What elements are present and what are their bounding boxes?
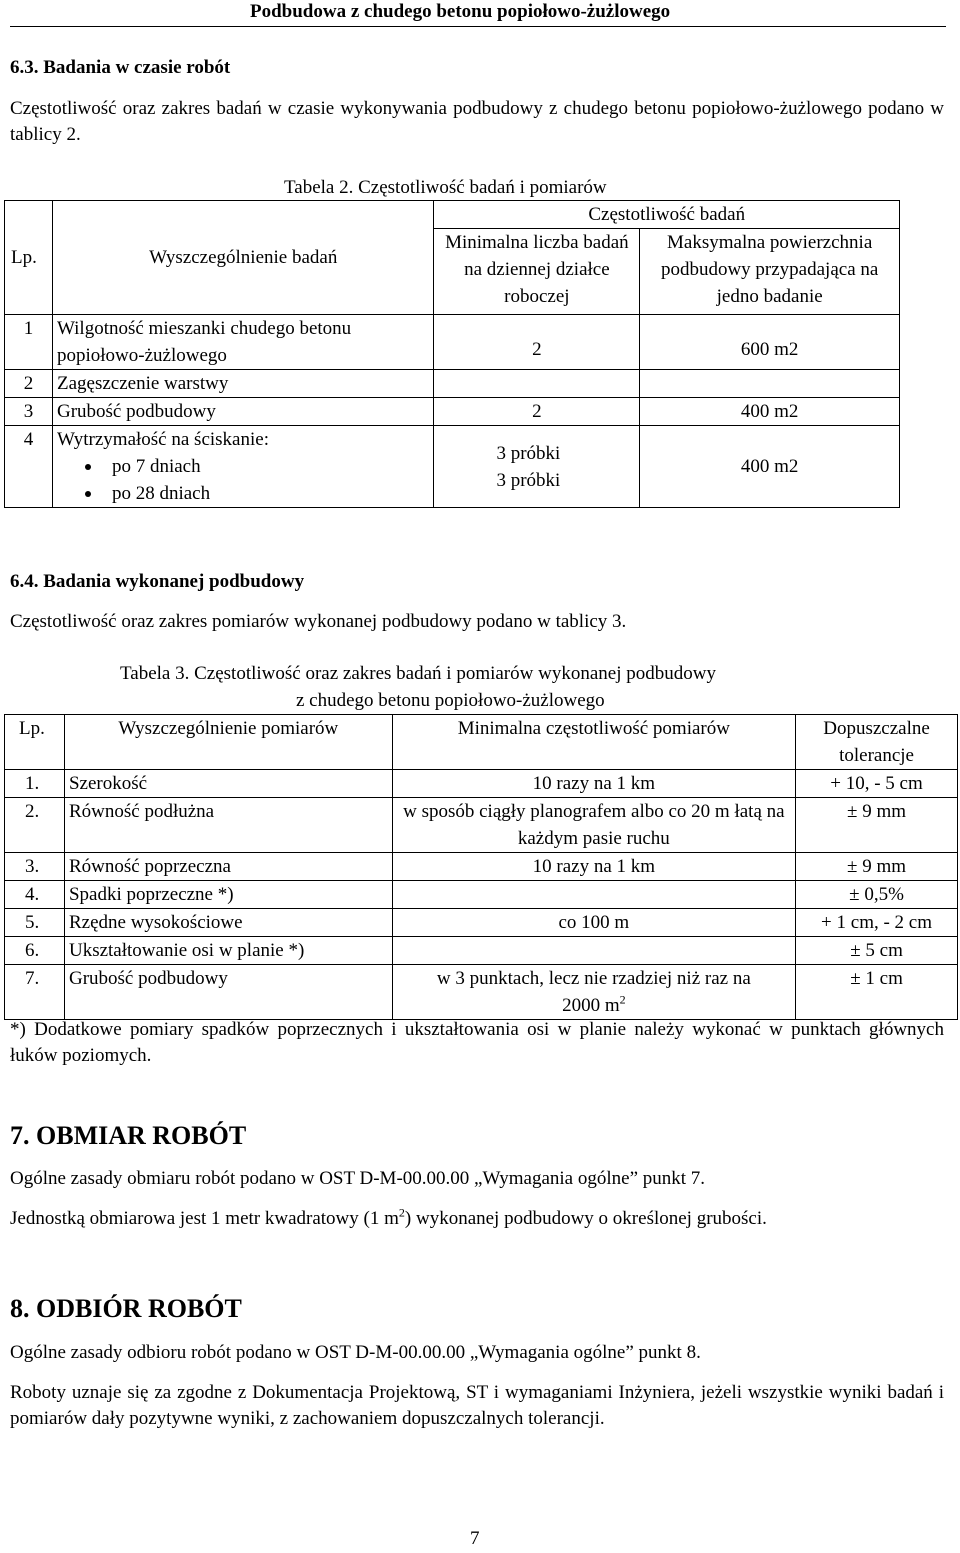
section-6-3-heading: 6.3. Badania w czasie robót bbox=[10, 57, 231, 78]
t3-r7-freq-value: 2000 m bbox=[562, 995, 620, 1016]
table-row bbox=[5, 881, 958, 909]
t3-r4-tol: ± 0,5% bbox=[796, 881, 958, 909]
t3-r2-tol: ± 9 mm bbox=[796, 798, 958, 853]
t3-r4-freq bbox=[392, 881, 795, 909]
t3-r3-freq: 10 razy na 1 km bbox=[392, 853, 795, 881]
t3-r1-lp: 1. bbox=[5, 770, 65, 798]
t3-r4-name: Spadki poprzeczne *) bbox=[64, 881, 392, 909]
table3 bbox=[4, 714, 958, 1020]
t2-r4-name: Wytrzymałość na ściskanie: bbox=[56, 429, 269, 450]
section-8-p1: Ogólne zasady odbioru robót podano w OST D-M-00.00.00 „Wymagania ogólne” punkt 8. bbox=[10, 1342, 701, 1363]
t2-r3-min: 2 bbox=[434, 398, 640, 426]
t3-r7-freq-sup: 2 bbox=[619, 992, 626, 1007]
t2-r1-lp: 1 bbox=[5, 315, 53, 370]
table-row bbox=[5, 770, 958, 798]
section-7-p2-b: ) wykonanej podbudowy o określonej grubości. bbox=[404, 1208, 767, 1229]
t2-r4-min1: 3 próbki bbox=[496, 442, 561, 464]
section-7-p2-sup: 2 bbox=[398, 1205, 405, 1220]
t2-head-lp: Lp. bbox=[5, 201, 53, 315]
table-row bbox=[5, 937, 958, 965]
t3-r6-freq bbox=[392, 937, 795, 965]
section-7-heading: 7. OBMIAR ROBÓT bbox=[10, 1121, 247, 1150]
section-8-p2: Roboty uznaje się za zgodne z Dokumentacja Projektową, ST i wymaganiami Inżyniera, jeżeli wszystkie wyniki badań i pomiarów dały pozytywne wyniki, z zachowaniem dopuszczalnych tolerancji. bbox=[10, 1382, 944, 1429]
section-6-4-heading: 6.4. Badania wykonanej podbudowy bbox=[10, 571, 305, 592]
t3-r5-freq: co 100 m bbox=[392, 909, 795, 937]
t3-r4-lp: 4. bbox=[5, 881, 65, 909]
table3-caption-line1: Tabela 3. Częstotliwość oraz zakres badań i pomiarów wykonanej podbudowy bbox=[120, 663, 716, 684]
t3-r5-tol: + 1 cm, - 2 cm bbox=[796, 909, 958, 937]
t3-r3-lp: 3. bbox=[5, 853, 65, 881]
t3-r7-lp: 7. bbox=[5, 965, 65, 1020]
t2-r1-name: Wilgotność mieszanki chudego betonu popiołowo-żużlowego bbox=[52, 315, 434, 370]
t2-r2-name: Zagęszczenie warstwy bbox=[52, 370, 434, 398]
table-row bbox=[5, 315, 900, 370]
t3-head-tol: Dopuszczalne tolerancje bbox=[796, 715, 958, 770]
table-row bbox=[5, 853, 958, 881]
section-7-p2 bbox=[10, 1207, 767, 1231]
table-row bbox=[5, 398, 900, 426]
t3-r2-name: Równość podłużna bbox=[64, 798, 392, 853]
t2-head-area: Maksymalna powierzchnia podbudowy przypadająca na jedno badanie bbox=[640, 229, 900, 315]
table-row bbox=[5, 909, 958, 937]
t3-r1-name: Szerokość bbox=[64, 770, 392, 798]
t2-head-spec: Wyszczególnienie badań bbox=[52, 201, 434, 315]
t3-r1-tol: + 10, - 5 cm bbox=[796, 770, 958, 798]
t2-r3-name: Grubość podbudowy bbox=[52, 398, 434, 426]
t3-head-freq: Minimalna częstotliwość pomiarów bbox=[392, 715, 795, 770]
t3-r1-freq: 10 razy na 1 km bbox=[392, 770, 795, 798]
table-row bbox=[5, 965, 958, 1020]
t2-r2-area bbox=[640, 370, 900, 398]
t3-r6-tol: ± 5 cm bbox=[796, 937, 958, 965]
t2-r4-bullets bbox=[57, 453, 430, 507]
running-header: Podbudowa z chudego betonu popiołowo-żużlowego bbox=[250, 1, 671, 22]
t3-r5-lp: 5. bbox=[5, 909, 65, 937]
t2-r4-lp: 4 bbox=[5, 426, 53, 508]
t3-r3-name: Równość poprzeczna bbox=[64, 853, 392, 881]
section-7-p2-a: Jednostką obmiarowa jest 1 metr kwadratowy (1 m bbox=[10, 1208, 399, 1229]
section-7-p1: Ogólne zasady obmiaru robót podano w OST D-M-00.00.00 „Wymagania ogólne” punkt 7. bbox=[10, 1168, 706, 1189]
t2-r3-lp: 3 bbox=[5, 398, 53, 426]
t2-head-group: Częstotliwość badań bbox=[434, 201, 900, 229]
table2-caption: Tabela 2. Częstotliwość badań i pomiarów bbox=[284, 177, 607, 198]
table3-caption-line2: z chudego betonu popiołowo-żużlowego bbox=[296, 690, 605, 711]
t2-r2-min bbox=[434, 370, 640, 398]
t3-r7-name: Grubość podbudowy bbox=[64, 965, 392, 1020]
t2-r4-cell bbox=[52, 426, 434, 508]
t3-head-lp: Lp. bbox=[5, 715, 65, 770]
t2-head-min: Minimalna liczba badań na dziennej działce roboczej bbox=[434, 229, 640, 315]
table-row bbox=[5, 426, 900, 508]
t2-r4-min2: 3 próbki bbox=[496, 469, 561, 491]
t2-r4-min-cell bbox=[434, 426, 640, 508]
table-row bbox=[5, 370, 900, 398]
t3-r7-freq bbox=[392, 965, 795, 1020]
t2-r3-area: 400 m2 bbox=[640, 398, 900, 426]
t3-r3-tol: ± 9 mm bbox=[796, 853, 958, 881]
t3-r5-name: Rzędne wysokościowe bbox=[64, 909, 392, 937]
t2-r4-area: 400 m2 bbox=[640, 426, 900, 508]
page-number: 7 bbox=[470, 1528, 480, 1549]
t2-r2-lp: 2 bbox=[5, 370, 53, 398]
table-row bbox=[5, 798, 958, 853]
t2-r1-area: 600 m2 bbox=[640, 315, 900, 370]
table3-footnote: *) Dodatkowe pomiary spadków poprzecznych i ukształtowania osi w planie należy wykonać w punktach głównych łuków poziomych. bbox=[10, 1019, 944, 1066]
t3-r7-tol: ± 1 cm bbox=[796, 965, 958, 1020]
section-6-3-intro: Częstotliwość oraz zakres badań w czasie wykonywania podbudowy z chudego betonu popiołowo-żużlowego podano w tablicy 2. bbox=[10, 98, 944, 145]
table2 bbox=[4, 200, 900, 508]
t3-r2-lp: 2. bbox=[5, 798, 65, 853]
section-8-heading: 8. ODBIÓR ROBÓT bbox=[10, 1294, 242, 1323]
t2-r1-min: 2 bbox=[434, 315, 640, 370]
t3-head-spec: Wyszczególnienie pomiarów bbox=[64, 715, 392, 770]
header-rule bbox=[10, 26, 946, 27]
t3-r6-lp: 6. bbox=[5, 937, 65, 965]
t2-r4-sub2: po 28 dniach bbox=[112, 480, 430, 507]
t2-r4-sub1: po 7 dniach bbox=[112, 453, 430, 480]
t3-r2-freq: w sposób ciągły planografem albo co 20 m łatą na każdym pasie ruchu bbox=[392, 798, 795, 853]
section-6-4-intro: Częstotliwość oraz zakres pomiarów wykonanej podbudowy podano w tablicy 3. bbox=[10, 611, 627, 632]
t3-r6-name: Ukształtowanie osi w planie *) bbox=[64, 937, 392, 965]
t3-r7-freq-line2 bbox=[397, 992, 791, 1019]
t3-r7-freq-line1: w 3 punktach, lecz nie rzadziej niż raz na bbox=[436, 968, 751, 989]
